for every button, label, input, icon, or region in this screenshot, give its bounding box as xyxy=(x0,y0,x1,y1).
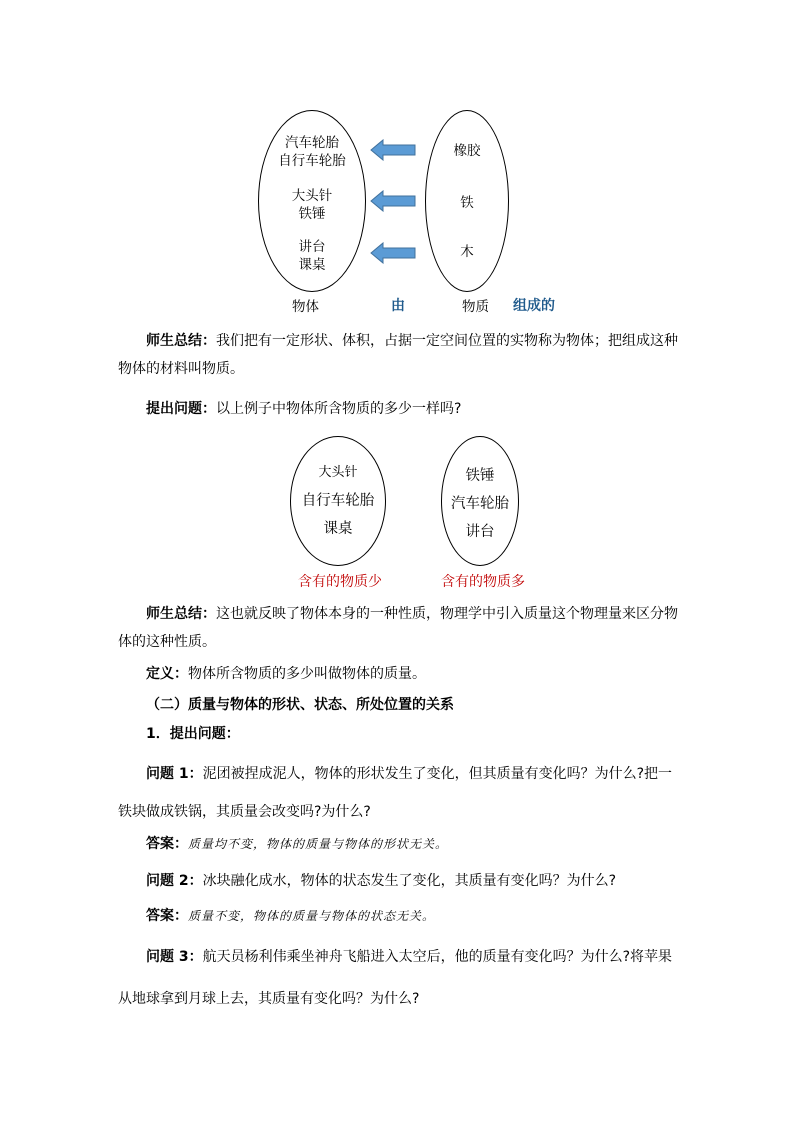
section-heading-text: （二）质量与物体的形状、状态、所处位置的关系 xyxy=(146,697,454,713)
answer-2-label: 答案： xyxy=(146,908,188,924)
definition-paragraph xyxy=(118,660,678,688)
question-3-label: 问题 3： xyxy=(146,949,203,965)
summary-label: 师生总结： xyxy=(146,333,216,349)
less-matter-caption: 含有的物质少 xyxy=(298,574,382,590)
object-label: 自行车轮胎 xyxy=(278,153,346,169)
caption-objects: 物体 xyxy=(292,299,319,315)
object-label: 课桌 xyxy=(298,257,326,273)
subheading-text: 1．提出问题： xyxy=(146,726,240,742)
caption-by: 由 xyxy=(391,298,405,314)
caption-composed: 组成的 xyxy=(513,298,555,314)
more-matter-item: 铁锤 xyxy=(465,468,495,484)
summary-text: 这也就反映了物体本身的一种性质，物理学中引入质量这个物理量来区分物体的这种性质。 xyxy=(118,606,678,650)
object-label: 汽车轮胎 xyxy=(285,135,339,151)
question-2-text: 冰块融化成水，物体的状态发生了变化，其质量有变化吗？为什么? xyxy=(202,873,617,889)
object-label: 讲台 xyxy=(298,239,326,255)
subheading xyxy=(118,720,678,748)
answer-1-text: 质量均不变，物体的质量与物体的形状无关。 xyxy=(188,837,449,851)
more-matter-item: 汽车轮胎 xyxy=(451,496,509,512)
answer-1 xyxy=(118,830,678,858)
more-matter-caption: 含有的物质多 xyxy=(441,574,525,590)
less-matter-item: 自行车轮胎 xyxy=(301,493,375,509)
summary-paragraph-2 xyxy=(118,600,678,656)
question-2 xyxy=(118,867,678,895)
material-label: 橡胶 xyxy=(453,143,481,159)
object-label: 铁锤 xyxy=(298,206,326,222)
answer-1-label: 答案： xyxy=(146,836,188,852)
arrow-left-icon xyxy=(370,139,416,161)
question-3-text: 航天员杨利伟乘坐神舟飞船进入太空后，他的质量有变化吗？为什么?将苹果从地球拿到月球上去，其质量有变化吗？为什么? xyxy=(118,949,673,1007)
answer-2 xyxy=(118,902,678,930)
arrow-left-icon xyxy=(370,190,416,212)
question-label: 提出问题： xyxy=(146,401,216,417)
caption-materials: 物质 xyxy=(462,299,489,315)
definition-text: 物体所含物质的多少叫做物体的质量。 xyxy=(188,666,426,682)
question-text: 以上例子中物体所含物质的多少一样吗? xyxy=(216,401,462,417)
summary-text: 我们把有一定形状、体积，占据一定空间位置的实物称为物体；把组成这种物体的材料叫物质。 xyxy=(118,333,678,377)
more-matter-item: 讲台 xyxy=(465,524,495,540)
question-1-text: 泥团被捏成泥人，物体的形状发生了变化，但其质量有变化吗？为什么?把一铁块做成铁锅，其质量会改变吗?为什么? xyxy=(118,766,673,820)
less-matter-item: 课桌 xyxy=(323,521,353,537)
material-label: 铁 xyxy=(460,195,474,211)
question-2-label: 问题 2： xyxy=(146,873,203,889)
arrow-left-icon xyxy=(370,242,416,264)
less-matter-item: 大头针 xyxy=(318,465,358,480)
question-3 xyxy=(118,936,678,1020)
definition-label: 定义： xyxy=(146,666,188,682)
question-paragraph xyxy=(118,395,678,423)
summary-paragraph-1 xyxy=(118,327,678,383)
object-label: 大头针 xyxy=(291,188,333,204)
question-1-label: 问题 1： xyxy=(146,766,203,782)
summary-label: 师生总结： xyxy=(146,606,216,622)
material-label: 木 xyxy=(460,244,474,260)
answer-2-text: 质量不变，物体的质量与物体的状态无关。 xyxy=(188,909,436,923)
section-heading xyxy=(118,691,678,719)
question-1 xyxy=(118,755,678,831)
